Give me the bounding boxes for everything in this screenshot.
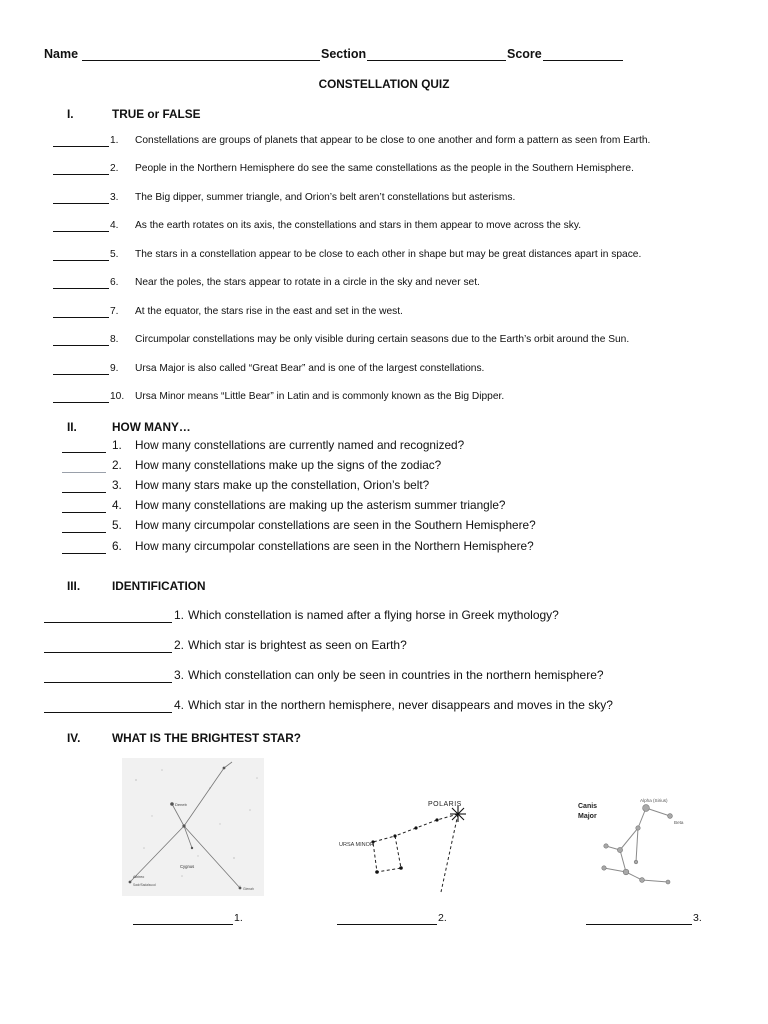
tf-answer-blank[interactable] [53,203,109,204]
cygnus-star-albireo [129,881,132,884]
canis-title-line1: Canis [578,803,598,810]
section-1-numeral: I. [67,107,74,121]
cygnus-star-deneb [170,802,174,806]
polaris-label: POLARIS [428,801,462,808]
how-many-text: How many circumpolar constellations are seen in the Southern Hemisphere? [135,518,536,532]
identification-number: 4. [174,698,185,712]
cygnus-star-sadr [182,824,185,827]
ursa-minor-star [375,870,379,874]
tf-answer-blank[interactable] [53,374,109,375]
score-field[interactable] [543,60,623,61]
identification-text: Which constellation can only be seen in countries in the northern hemisphere? [188,668,604,682]
how-many-answer-blank[interactable] [62,512,106,513]
identification-number: 1. [174,608,185,622]
sirius-star [643,805,650,812]
cygnus-label-bottom-left: Sadr/Sadalsuud [133,883,156,887]
canis-star [666,880,670,884]
canis-major-diagram [574,792,714,896]
how-many-number: 5. [112,518,122,532]
alpha-label: Alpha (Sirius) [640,798,668,803]
tf-answer-blank[interactable] [53,174,109,175]
tf-item-number: 9. [110,363,119,374]
cygnus-diagram [122,758,264,896]
canis-major-figure [574,792,714,896]
figure-3-number: 3. [693,912,702,924]
how-many-answer-blank[interactable] [62,452,106,453]
tf-item-number: 8. [110,334,119,345]
canis-title-line2: Major [578,813,597,820]
section-3-heading: IDENTIFICATION [112,579,206,593]
figure-2-answer-blank[interactable] [337,924,437,925]
figure-1-answer-blank[interactable] [133,924,233,925]
tf-item-text: Ursa Major is also called “Great Bear” and is one of the largest constellations. [135,363,485,374]
tf-answer-blank[interactable] [53,231,109,232]
tf-item-text: People in the Northern Hemisphere do see the same constellations as the people in the Southern Hemisphere. [135,163,634,174]
identification-answer-blank[interactable] [44,712,172,713]
section-field[interactable] [367,60,506,61]
tf-answer-blank[interactable] [53,402,109,403]
canis-star [636,826,640,830]
how-many-number: 4. [112,498,122,512]
ursa-minor-star [393,834,396,837]
tf-answer-blank[interactable] [53,345,109,346]
tf-item-number: 1. [110,135,119,146]
beta-label: Beta [674,820,684,825]
identification-text: Which star in the northern hemisphere, never disappears and moves in the sky? [188,698,613,712]
how-many-text: How many circumpolar constellations are seen in the Northern Hemisphere? [135,539,534,553]
cygnus-star-lower [191,847,193,849]
tf-item-number: 3. [110,192,119,203]
ursa-minor-star [399,866,403,870]
section-2-heading: HOW MANY… [112,420,191,434]
figure-3-answer-blank[interactable] [586,924,692,925]
canis-star [634,860,638,864]
how-many-number: 6. [112,539,122,553]
how-many-answer-blank[interactable] [62,472,106,473]
cygnus-label-top: Deneb [175,802,187,807]
tf-item-text: Circumpolar constellations may be only visible during certain seasons due to the Earth’s orbit around the Sun. [135,334,630,345]
how-many-number: 3. [112,478,122,492]
tf-item-text: The Big dipper, summer triangle, and Orion’s belt aren’t constellations but asterisms. [135,192,516,203]
figure-1-number: 1. [234,912,243,924]
section-3-numeral: III. [67,579,81,593]
tf-answer-blank[interactable] [53,288,109,289]
tf-item-number: 6. [110,277,119,288]
section-1-heading: TRUE or FALSE [112,107,201,121]
tf-item-number: 7. [110,306,119,317]
how-many-answer-blank[interactable] [62,492,106,493]
tf-answer-blank[interactable] [53,260,109,261]
ursa-minor-figure [333,792,473,896]
identification-number: 3. [174,668,185,682]
name-field[interactable] [82,60,320,61]
tf-item-text: Ursa Minor means “Little Bear” in Latin and is commonly known as the Big Dipper. [135,391,505,402]
cygnus-label-right: Gienah [243,887,254,891]
canis-star [623,869,629,875]
figure-2-number: 2. [438,912,447,924]
tf-item-number: 4. [110,220,119,231]
beta-star [668,814,673,819]
tf-item-text: At the equator, the stars rise in the east and set in the west. [135,306,403,317]
how-many-answer-blank[interactable] [62,553,106,554]
section-2-numeral: II. [67,420,77,434]
score-label: Score [507,47,542,61]
how-many-number: 2. [112,458,122,472]
how-many-answer-blank[interactable] [62,532,106,533]
how-many-text: How many constellations are making up the asterism summer triangle? [135,498,506,512]
identification-answer-blank[interactable] [44,652,172,653]
section-4-numeral: IV. [67,731,81,745]
how-many-text: How many stars make up the constellation, Orion’s belt? [135,478,430,492]
tf-item-number: 10. [110,391,125,402]
ursa-minor-star [435,818,438,821]
canis-star [604,844,608,848]
tf-item-text: As the earth rotates on its axis, the constellations and stars in them appear to move across the sky. [135,220,582,231]
polaris-star-icon [450,806,466,822]
cygnus-star-top [223,767,226,770]
how-many-text: How many constellations are currently named and recognized? [135,438,465,452]
cygnus-label-main: Cygnus [180,864,195,869]
identification-answer-blank[interactable] [44,622,172,623]
how-many-text: How many constellations make up the signs of the zodiac? [135,458,442,472]
ursa-minor-label: URSA MINOR [339,842,374,848]
ursa-minor-star [414,826,417,829]
tf-answer-blank[interactable] [53,317,109,318]
identification-text: Which constellation is named after a flying horse in Greek mythology? [188,608,559,622]
tf-item-number: 2. [110,163,119,174]
cygnus-star-gienah [239,887,242,890]
identification-answer-blank[interactable] [44,682,172,683]
canis-star [602,866,606,870]
identification-text: Which star is brightest as seen on Earth? [188,638,407,652]
page-title: CONSTELLATION QUIZ [318,77,450,91]
tf-item-text: The stars in a constellation appear to be close to each other in shape but may be great distances apart in space. [135,249,642,260]
canis-star [640,878,645,883]
section-4-heading: WHAT IS THE BRIGHTEST STAR? [112,731,301,745]
name-label: Name [44,47,79,61]
canis-star [617,847,622,852]
cygnus-label-left: Albireo [133,875,145,879]
how-many-number: 1. [112,438,122,452]
section-label: Section [321,47,367,61]
tf-answer-blank[interactable] [53,146,109,147]
ursa-minor-diagram [333,792,473,896]
tf-item-text: Constellations are groups of planets that appear to be close to one another and form a pattern as seen from Earth. [135,135,651,146]
tf-item-text: Near the poles, the stars appear to rotate in a circle in the sky and never set. [135,277,480,288]
tf-item-number: 5. [110,249,119,260]
cygnus-figure [122,758,264,896]
identification-number: 2. [174,638,185,652]
